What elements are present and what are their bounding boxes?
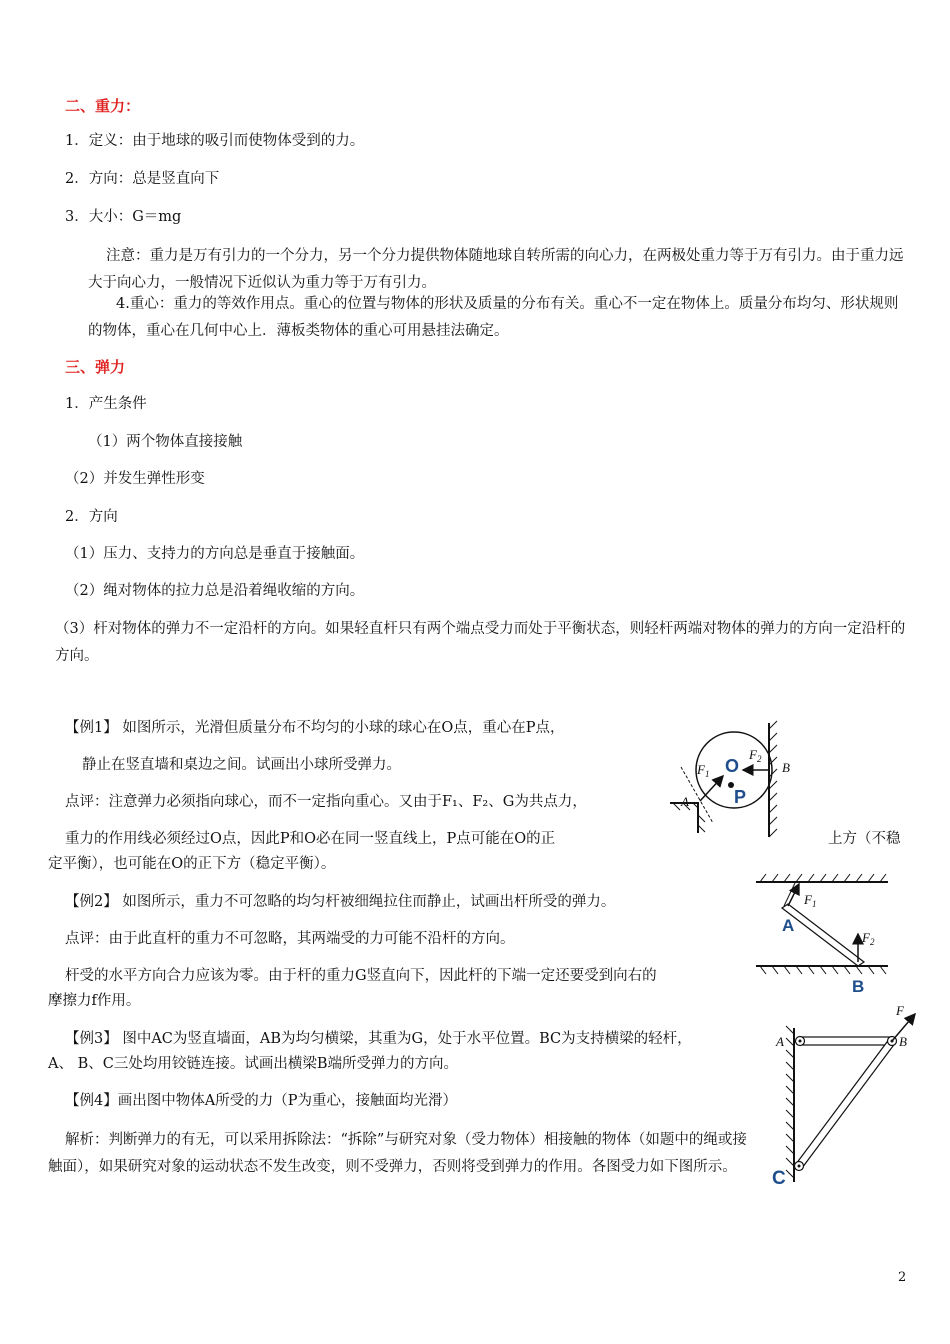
label-f2: $F_2$ [749,747,762,764]
elastic-direction-2: （2）绳对物体的拉力总是沿着绳收缩的方向。 [65,583,365,599]
page-number: 2 [898,1270,907,1285]
label-o: O [725,756,740,776]
table-hatch [673,803,705,832]
elastic-direction-title: 2．方向 [65,509,118,525]
label-a: A [782,916,795,935]
gravity-center: 4.重心：重力的等效作用点。重心的位置与物体的形状及质量的分布有关。重心不一定在物体上。质量分布均匀、形状规则的物体，重心在几何中心上．薄板类物体的重心可用悬挂法确定。 [88,296,899,339]
example-2-comment-1: 点评：由于此直杆的重力不可忽略，其两端受的力可能不沿杆的方向。 [65,931,515,947]
example-1-comment-2a: 重力的作用线必须经过O点，因此P和O必在同一竖直线上，P点可能在O的正 [65,831,556,847]
wall-hatch [786,1026,794,1178]
example-3-line-2: A、 B、C三处均用铰链连接。试画出横梁B端所受弹力的方向。 [48,1056,458,1072]
label-b: B [852,977,865,996]
elastic-direction-3: （3）杆对物体的弹力不一定沿杆的方向。如果轻直杆只有两个端点受力而处于平衡状态，则轻杆两端对物体的弹力的方向一定沿杆的方向。 [55,621,906,664]
label-p: P [734,787,747,807]
section-heading-gravity: 二、重力： [65,97,141,115]
rod-bc [796,1038,896,1168]
label-b: B [899,1034,907,1049]
label-f1: $F_1$ [697,762,710,779]
example-1-comment-3: 定平衡），也可能在O的正下方（稳定平衡）。 [48,856,336,872]
figure-rod-rope [748,870,898,1000]
example-4-line-1: 【例4】画出图中物体A所受的力（P为重心，接触面均光滑） [65,1093,457,1109]
gravity-note: 注意：重力是万有引力的一个分力，另一个分力提供物体随地球自转所需的向心力，在两极处重力等于万有引力。由于重力远大于向心力，一般情况下近似认为重力等于万有引力。 [88,248,904,291]
example-2-comment-2: 杆受的水平方向合力应该为零。由于杆的重力G竖直向下，因此杆的下端一定还要受到向右的 [65,968,657,984]
elastic-condition-1: （1）两个物体直接接触 [88,434,243,450]
floor-hatch [760,966,886,974]
gravity-magnitude: 3．大小：G＝mg [65,209,182,225]
figure-beam-rod [772,1000,922,1190]
example-1-line-2: 静止在竖直墙和桌边之间。试画出小球所受弹力。 [82,757,401,773]
beam-ab [800,1037,892,1045]
elastic-condition-title: 1．产生条件 [65,396,147,412]
example-2-comment-3: 摩擦力f作用。 [48,993,141,1009]
force-f1-arrow [700,776,723,801]
section-heading-elastic: 三、弹力 [65,358,126,376]
example-1-comment-2b: 上方（不稳 [828,831,901,847]
label-c: C [772,1168,786,1189]
label-a: A [681,794,689,809]
example-2-line-1: 【例2】 如图所示，重力不可忽略的均匀杆被细绳拉住而静止，试画出杆所受的弹力。 [65,894,616,910]
ceiling-hatch [760,874,886,882]
label-b: B [782,760,790,775]
label-f2: $F_2$ [862,930,875,947]
rod [782,904,864,966]
figure-ball-wall [665,715,805,840]
example-1-comment-1: 点评：注意弹力必须指向球心，而不一定指向重心。又由于F₁、F₂、G为共点力， [65,794,587,810]
example-3-line-1: 【例3】 图中AC为竖直墙面，AB为均匀横梁，其重为G，处于水平位置。BC为支持横梁的轻杆， [65,1031,692,1047]
elastic-condition-2: （2）并发生弹性形变 [65,471,205,487]
label-f: F [896,1003,904,1018]
example-4-analysis: 解析：判断弹力的有无，可以采用拆除法：“拆除”与研究对象（受力物体）相接触的物体（如题中的绳或接触面），如果研究对象的运动状态不发生改变，则不受弹力，否则将受到弹力的作用。各图受力如下图所示。 [48,1132,747,1175]
label-a: A [776,1034,784,1049]
example-1-line-1: 【例1】 如图所示，光滑但质量分布不均匀的小球的球心在O点，重心在P点， [65,720,565,736]
elastic-direction-1: （1）压力、支持力的方向总是垂直于接触面。 [65,546,365,562]
gravity-definition: 1．定义：由于地球的吸引而使物体受到的力。 [65,133,365,149]
label-f1: $F_1$ [804,892,817,909]
gravity-direction: 2．方向：总是竖直向下 [65,171,220,187]
